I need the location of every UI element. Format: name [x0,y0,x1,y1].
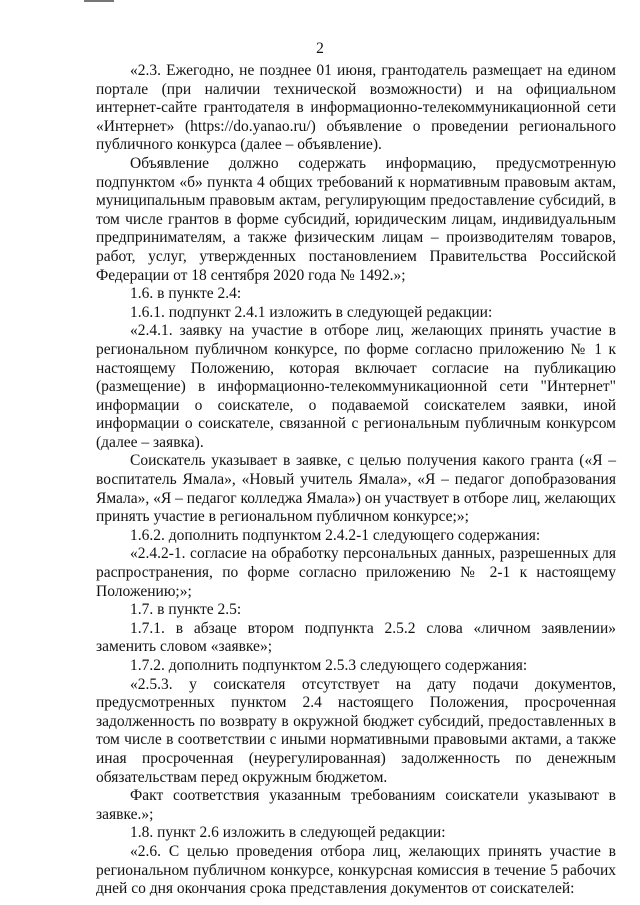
paragraph-1-6-1: 1.6.1. подпункт 2.4.1 изложить в следующей редакции: [130,303,493,321]
paragraph-compliance: Факт соответствия указанным требованиям соискатели указывают в заявке.»; [96,787,616,823]
scan-edge-mark [84,0,114,2]
paragraph-2-6: «2.6. С целью проведения отбора лиц, желающих принять участие в региональном публичном конкурсе, конкурсная комиссия в течение 5 рабочих дней со дня окончания срока представления документов от соискателей: [96,842,616,898]
paragraph-1-6-2: 1.6.2. дополнить подпунктом 2.4.2-1 следующего содержания: [130,526,541,544]
paragraph-1-6: 1.6. в пункте 2.4: [130,285,242,303]
paragraph-2-4-2-1: «2.4.2-1. согласие на обработку персональных данных, разрешенных для распространения, по форме согласно приложению № 2-1 к настоящему Положению;»; [96,545,616,600]
paragraph-1-7-1: 1.7.1. в абзаце втором подпункта 2.5.2 слова «личном заявлении» заменить словом «заявке»; [96,619,616,656]
page-number: 2 [316,40,324,57]
paragraph-2-3: «2.3. Ежегодно, не позднее 01 июня, грантодатель размещает на едином портале (при наличии технической возможности) и на официальном интернет-сайте грантодателя в информационно-телекоммуникационной сети «Интернет» (https://do.yanao.ru/) объявление о проведении регионального публичного конкурса (далее – объявление). [96,62,616,154]
paragraph-1-7: 1.7. в пункте 2.5: [130,601,242,619]
paragraph-1-8: 1.8. пункт 2.6 изложить в следующей редакции: [130,824,446,842]
paragraph-1-7-2: 1.7.2. дополнить подпунктом 2.5.3 следующего содержания: [130,657,528,674]
paragraph-2-5-3: «2.5.3. у соискателя отсутствует на дату подачи документов, предусмотренных пунктом 2.4 настоящего Положения, просроченная задолженность по возврату в окружной бюджет субсидий, предоставленных в том числе в соответствии с иными нормативными правовыми актами, а также иная просроченная (неурегулированная) задолженность по денежным обязательствам перед окружным бюджетом. [96,675,616,786]
document-body [96,62,616,899]
paragraph-2-4-1: «2.4.1. заявку на участие в отборе лиц, желающих принять участие в региональном публичном конкурсе, по форме согласно приложению № 1 к настоящему Положению, которая включает согласие на публикацию (размещение) в информационно-телекоммуникационной сети "Интернет" информации о соискателе, о подаваемой соискателем заявки, иной информации о соискателе, связанной с региональным публичным конкурсом (далее – заявка). [96,322,616,451]
paragraph-applicant-grant: Соискатель указывает в заявке, с целью получения какого гранта («Я – воспитатель Ямала», «Новый учитель Ямала», «Я – педагог допобразования Ямала», «Я – педагог колледжа Ямала») он участвует в отборе лиц, желающих принять участие в региональном публичном конкурсе;»; [96,452,616,526]
paragraph-announcement-content: Объявление должно содержать информацию, предусмотренную подпунктом «б» пункта 4 общих требований к нормативным правовым актам, муниципальным правовым актам, регулирующим предоставление субсидий, в том числе грантов в форме субсидий, юридическим лицам, индивидуальным предпринимателям, а также физическим лицам – производителям товаров, работ, услуг, утвержденных постановлением Правительства Российской Федерации от 18 сентября 2020 года № 1492.»; [96,154,616,284]
